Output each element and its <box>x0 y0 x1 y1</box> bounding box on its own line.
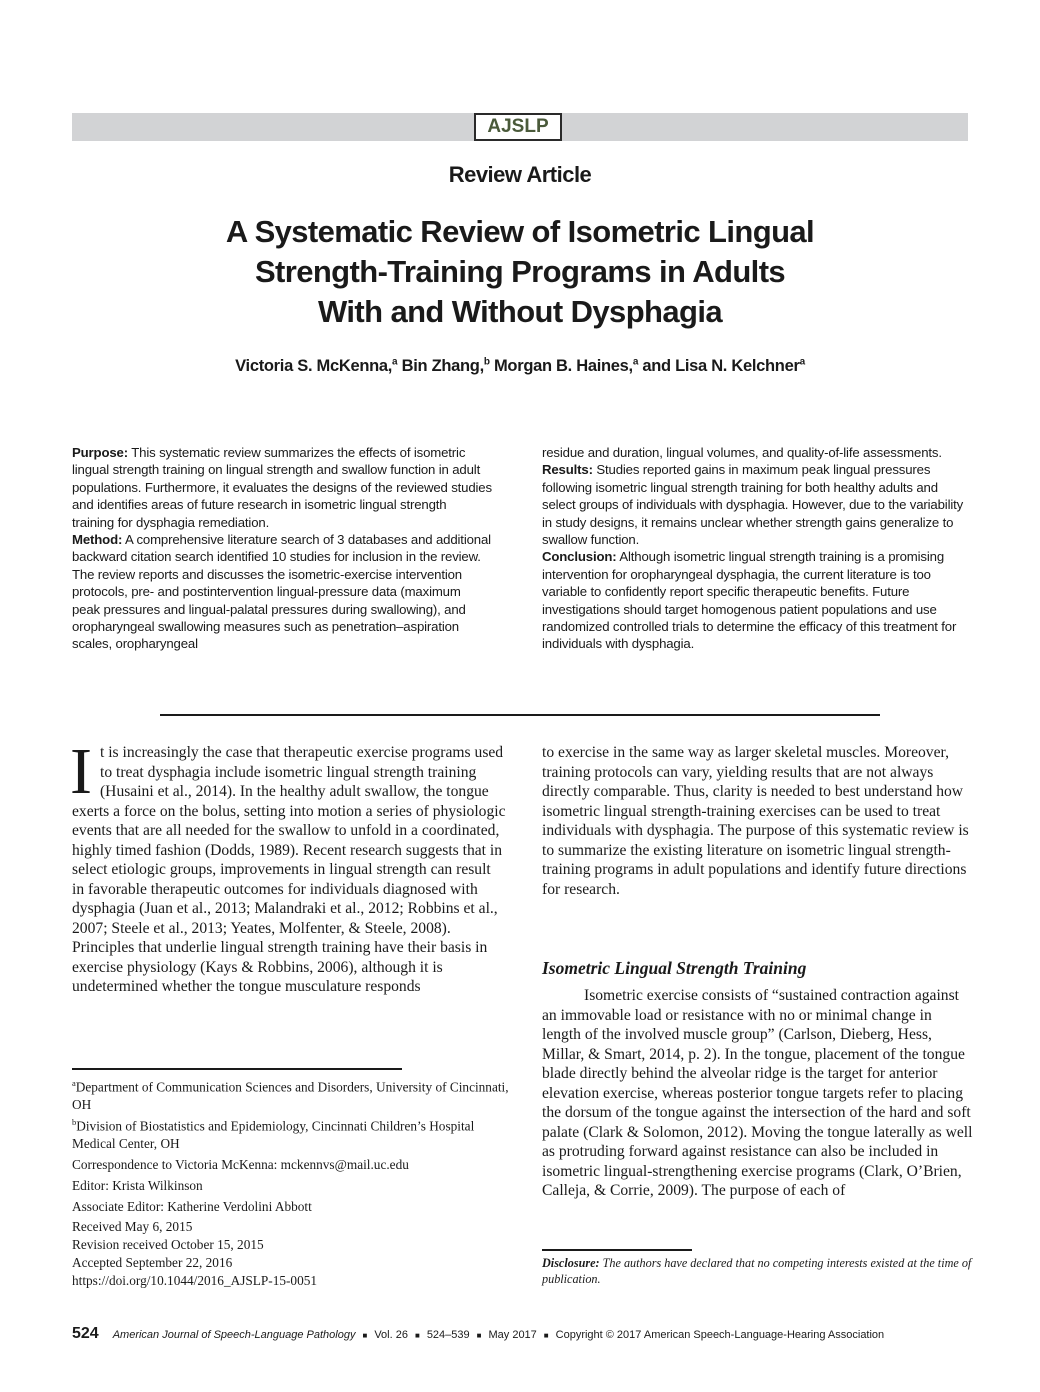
affiliation-b: $^b$Division of Biostatistics and Epidemiology, Cincinnati Children’s Hospital Medical Center, OH <box>72 1117 475 1152</box>
section-paragraph: Isometric exercise consists of “sustained contraction against an immovable load or resistance with no or minimal change in length of the involved muscle group” (Carlson, Dieberg, Hess, Millar, & Smart, 2014, p. 2). In the tongue, placement of the tongue blade directly behind the alveolar ridge is the target for anterior elevation exercise, whereas posterior tongue targets refer to placing the dorsum of the tongue against the intersection of the hard and soft palate (Clark & Solomon, 2012). Moving the tongue laterally as well as protruding forward against resistance can also be included in isometric lingual-strengthening exercise programs (Clark, O’Brien, Calleja, & Corrie, 2009). The purpose of each of <box>542 987 973 1199</box>
separator-icon: ■ <box>362 1331 368 1340</box>
article-type: Review Article <box>448 162 592 187</box>
intro-paragraph: It is increasingly the case that therapeutic exercise programs used to treat dysphagia include isometric lingual strength training (Husaini et al., 2014). In the healthy adult swallow, the tongue exerts a force on the bolus, setting into motion a series of physiologic events that are all needed for the swallow to unfold in a coordinated, highly timed fashion (Dodds, 1989). Recent research suggests that in select etiologic groups, improvements in lingual strength can result in favorable therapeutic outcomes for individuals diagnosed with dysphagia (Juan et al., 2013; Malandraki et al., 2012; Robbins et al., 2007; Steele et al., 2013; Yeates, Molfenter, & Steele, 2008). Principles that underlie lingual strength training have their basis in exercise physiology (Kays & Robbins, 2006), although it is undetermined whether the tongue musculature responds <box>70 735 506 995</box>
editor: Editor: Krista Wilkinson <box>72 1177 203 1193</box>
disclosure-divider <box>542 1249 692 1251</box>
issue-date: May 2017 <box>488 1329 537 1341</box>
abstract-method-continued: residue and duration, lingual volumes, and quality-of-life assessments. <box>542 445 942 460</box>
author: Morgan B. Haines,$^a$ <box>493 356 639 375</box>
separator-icon: ■ <box>543 1331 549 1340</box>
volume: Vol. 26 <box>374 1329 408 1341</box>
abstract-left-column <box>72 444 492 653</box>
section-heading: Isometric Lingual Strength Training <box>542 958 807 978</box>
page-range: 524–539 <box>426 1329 470 1341</box>
body-right-column <box>542 743 974 899</box>
title-line: Strength-Training Programs in Adults <box>254 254 786 289</box>
page-footer <box>72 1325 972 1343</box>
separator-icon: ■ <box>414 1331 420 1340</box>
separator-icon: ■ <box>476 1331 482 1340</box>
journal-name: American Journal of Speech-Language Pathology <box>112 1329 356 1341</box>
received-date: Received May 6, 2015 <box>72 1219 193 1235</box>
section-body <box>542 986 974 1201</box>
intro-paragraph-continued: to exercise in the same way as larger skeletal muscles. Moreover, training protocols can vary, yielding results that are not always directly comparable. Thus, clarity is needed to best understand how isometric lingual strength-training exercises can be used to treat individuals with dysphagia. The purpose of this systematic review is to summarize the existing literature on isometric lingual strength-training programs in adult populations and identify future directions for research. <box>542 744 969 898</box>
footnotes <box>72 1075 512 1290</box>
drop-cap: I <box>70 735 92 808</box>
abstract-divider <box>160 714 880 716</box>
accepted-date: Accepted September 22, 2016 <box>72 1255 233 1271</box>
disclosure: Disclosure: The authors have declared that no competing interests existed at the time of publication. <box>542 1256 972 1286</box>
affiliation-a: $^a$Department of Communication Sciences and Disorders, University of Cincinnati, OH <box>72 1078 509 1113</box>
author: Bin Zhang,$^b$ <box>401 356 490 375</box>
author: and Lisa N. Kelchner$^a$ <box>642 356 805 375</box>
author-list <box>0 356 1040 376</box>
article-title <box>100 212 940 332</box>
revision-date: Revision received October 15, 2015 <box>72 1237 264 1253</box>
abstract-right-column <box>542 444 974 653</box>
abstract-purpose: Purpose: This systematic review summarizes the effects of isometric lingual strength training on lingual strength and swallow function in adult populations. Furthermore, it evaluates the designs of the reviewed studies and identifies areas of future research in isometric lingual strength training for dysphagia remediation. <box>72 445 492 530</box>
copyright: Copyright © 2017 American Speech-Language-Hearing Association <box>555 1329 885 1341</box>
author: Victoria S. McKenna,$^a$ <box>235 356 398 375</box>
page-number: 524 <box>72 1325 99 1342</box>
doi-link[interactable]: https://doi.org/10.1044/2016_AJSLP-15-0051 <box>72 1272 318 1288</box>
body-left-column <box>70 735 506 997</box>
abstract-conclusion: Conclusion: Although isometric lingual strength training is a promising intervention for oropharyngeal dysphagia, the current literature is too variable to confidently report specific therapeutic benefits. Future investigations should target homogenous patient populations and use randomized controlled trials to determine the efficacy of this treatment for individuals with dysphagia. <box>542 549 957 652</box>
title-line: With and Without Dysphagia <box>317 294 723 329</box>
footnote-divider <box>72 1068 402 1070</box>
journal-logo: AJSLP <box>474 113 562 141</box>
abstract-results: Results: Studies reported gains in maximum peak lingual pressures following isometric lingual strength training for both healthy adults and select groups of individuals with dysphagia. However, due to the variability in study designs, it remains unclear whether strength gains generalize to swallow function. <box>542 462 964 548</box>
correspondence: Correspondence to Victoria McKenna: mckennvs@mail.uc.edu <box>72 1157 409 1173</box>
associate-editor: Associate Editor: Katherine Verdolini Abbott <box>72 1198 312 1214</box>
title-line: A Systematic Review of Isometric Lingual <box>225 214 815 249</box>
abstract-method: Method: A comprehensive literature search of 3 databases and additional backward citation search identified 10 studies for inclusion in the review. The review reports and discusses the isometric-exercise intervention protocols, pre- and postintervention lingual-pressure data (maximum peak pressures and lingual-palatal pressures during swallowing), and oropharyngeal swallowing measures such as penetration–aspiration scales, oropharyngeal <box>72 532 491 652</box>
